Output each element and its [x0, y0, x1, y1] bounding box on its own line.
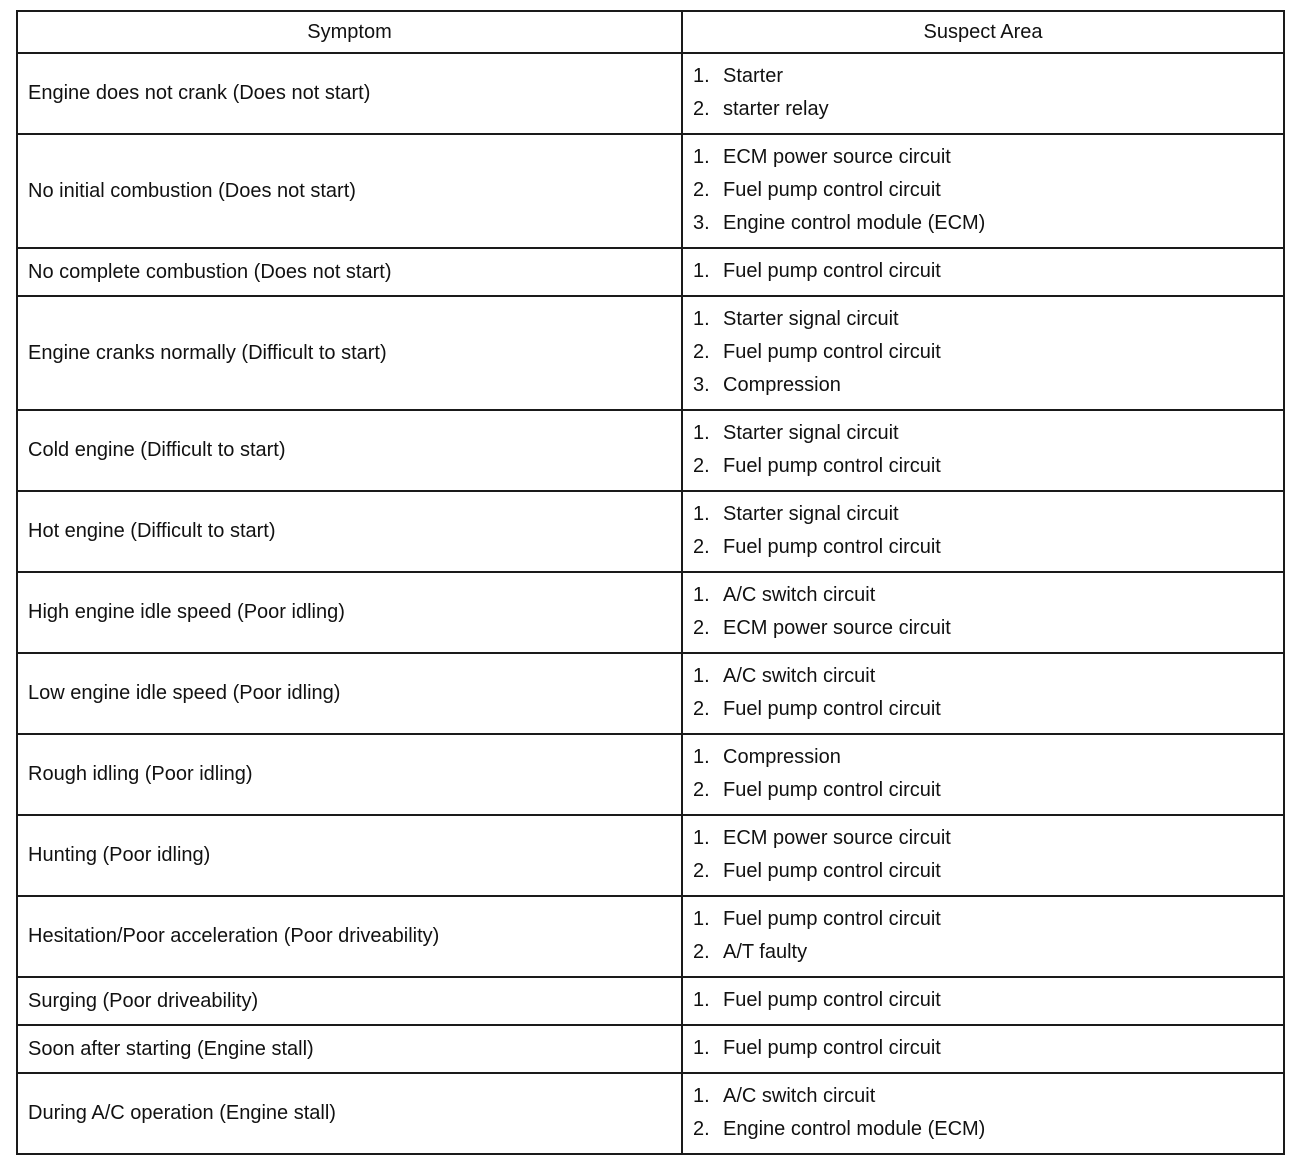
- suspect-area-item-text: Starter signal circuit: [723, 422, 899, 444]
- table-row: [17, 53, 1284, 134]
- suspect-area-item-number: 3.: [693, 374, 710, 396]
- suspect-area-item-text: Fuel pump control circuit: [723, 1037, 941, 1059]
- suspect-area-item: [693, 174, 1273, 207]
- table-row: [17, 248, 1284, 296]
- suspect-area-item-text: Starter signal circuit: [723, 308, 899, 330]
- symptom-cell: Hot engine (Difficult to start): [17, 491, 682, 572]
- suspect-area-item: [693, 498, 1273, 531]
- suspect-area-item: [693, 855, 1273, 888]
- suspect-area-item-text: ECM power source circuit: [723, 146, 951, 168]
- symptom-cell: Low engine idle speed (Poor idling): [17, 653, 682, 734]
- suspect-area-item-number: 1.: [693, 308, 710, 330]
- suspect-area-item: [693, 369, 1273, 402]
- suspect-area-item-text: Compression: [723, 374, 841, 396]
- suspect-area-cell: [682, 1025, 1284, 1073]
- suspect-area-item: [693, 141, 1273, 174]
- suspect-area-item-number: 1.: [693, 503, 710, 525]
- suspect-area-cell: [682, 734, 1284, 815]
- table-row: [17, 1073, 1284, 1154]
- suspect-area-item: [693, 774, 1273, 807]
- symptom-cell: Hunting (Poor idling): [17, 815, 682, 896]
- suspect-area-item: [693, 336, 1273, 369]
- suspect-area-item-number: 2.: [693, 860, 710, 882]
- suspect-area-item: [693, 93, 1273, 126]
- suspect-area-item-number: 1.: [693, 746, 710, 768]
- table-row: [17, 734, 1284, 815]
- suspect-area-cell: [682, 815, 1284, 896]
- suspect-area-item-number: 1.: [693, 422, 710, 444]
- suspect-area-item-number: 2.: [693, 179, 710, 201]
- suspect-area-item-text: A/C switch circuit: [723, 584, 876, 606]
- suspect-area-column-header: Suspect Area: [682, 11, 1284, 53]
- suspect-area-item: [693, 612, 1273, 645]
- suspect-area-item-text: starter relay: [723, 98, 829, 120]
- suspect-area-item-number: 2.: [693, 341, 710, 363]
- table-row: [17, 896, 1284, 977]
- symptom-cell: No initial combustion (Does not start): [17, 134, 682, 248]
- suspect-area-cell: [682, 653, 1284, 734]
- suspect-area-item-number: 2.: [693, 698, 710, 720]
- suspect-area-item-number: 1.: [693, 908, 710, 930]
- suspect-area-item-text: Fuel pump control circuit: [723, 908, 941, 930]
- suspect-area-item-number: 1.: [693, 584, 710, 606]
- symptom-cell: Cold engine (Difficult to start): [17, 410, 682, 491]
- symptom-cell: Rough idling (Poor idling): [17, 734, 682, 815]
- table-row: [17, 410, 1284, 491]
- table-row: [17, 296, 1284, 410]
- suspect-area-item-text: A/C switch circuit: [723, 665, 876, 687]
- suspect-area-item: [693, 822, 1273, 855]
- suspect-area-item-number: 2.: [693, 617, 710, 639]
- suspect-area-cell: [682, 1073, 1284, 1154]
- suspect-area-item-text: Fuel pump control circuit: [723, 989, 941, 1011]
- table-row: [17, 572, 1284, 653]
- suspect-area-item-text: Starter signal circuit: [723, 503, 899, 525]
- suspect-area-item-text: Fuel pump control circuit: [723, 779, 941, 801]
- suspect-area-item-text: Engine control module (ECM): [723, 212, 986, 234]
- suspect-area-item: [693, 741, 1273, 774]
- suspect-area-item-text: Fuel pump control circuit: [723, 179, 941, 201]
- suspect-area-cell: [682, 977, 1284, 1025]
- suspect-area-item-number: 1.: [693, 1085, 710, 1107]
- suspect-area-item-text: Starter: [723, 65, 784, 87]
- suspect-area-item-number: 1.: [693, 827, 710, 849]
- symptom-cell: Hesitation/Poor acceleration (Poor driveability): [17, 896, 682, 977]
- troubleshooting-sheet: [16, 10, 1283, 1155]
- suspect-area-cell: [682, 296, 1284, 410]
- table-row: [17, 977, 1284, 1025]
- suspect-area-item-number: 2.: [693, 1118, 710, 1140]
- symptom-cell: Engine cranks normally (Difficult to start): [17, 296, 682, 410]
- suspect-area-item-number: 2.: [693, 98, 710, 120]
- suspect-area-item: [693, 936, 1273, 969]
- suspect-area-item: [693, 60, 1273, 93]
- suspect-area-item: [693, 1032, 1273, 1065]
- symptom-table: [16, 10, 1285, 1155]
- suspect-area-item: [693, 207, 1273, 240]
- suspect-area-item: [693, 660, 1273, 693]
- suspect-area-item-text: Fuel pump control circuit: [723, 260, 941, 282]
- symptom-cell: Soon after starting (Engine stall): [17, 1025, 682, 1073]
- suspect-area-cell: [682, 491, 1284, 572]
- suspect-area-item: [693, 417, 1273, 450]
- suspect-area-item: [693, 693, 1273, 726]
- suspect-area-item: [693, 903, 1273, 936]
- table-row: [17, 815, 1284, 896]
- suspect-area-item-number: 1.: [693, 260, 710, 282]
- table-row: [17, 1025, 1284, 1073]
- suspect-area-item: [693, 255, 1273, 288]
- suspect-area-cell: [682, 248, 1284, 296]
- suspect-area-item-number: 2.: [693, 941, 710, 963]
- suspect-area-item-text: ECM power source circuit: [723, 827, 951, 849]
- symptom-cell: During A/C operation (Engine stall): [17, 1073, 682, 1154]
- header-row: [17, 11, 1284, 53]
- suspect-area-item-number: 2.: [693, 536, 710, 558]
- suspect-area-item-number: 1.: [693, 665, 710, 687]
- suspect-area-item-number: 1.: [693, 1037, 710, 1059]
- suspect-area-item-text: Engine control module (ECM): [723, 1118, 986, 1140]
- table-row: [17, 491, 1284, 572]
- suspect-area-item-text: A/C switch circuit: [723, 1085, 876, 1107]
- suspect-area-item-number: 2.: [693, 779, 710, 801]
- suspect-area-cell: [682, 134, 1284, 248]
- suspect-area-cell: [682, 53, 1284, 134]
- symptom-cell: No complete combustion (Does not start): [17, 248, 682, 296]
- suspect-area-item-number: 1.: [693, 65, 710, 87]
- suspect-area-item-text: Compression: [723, 746, 841, 768]
- suspect-area-cell: [682, 572, 1284, 653]
- suspect-area-item: [693, 1080, 1273, 1113]
- suspect-area-item: [693, 1113, 1273, 1146]
- suspect-area-item-text: A/T faulty: [723, 941, 808, 963]
- symptom-cell: Engine does not crank (Does not start): [17, 53, 682, 134]
- suspect-area-item-text: Fuel pump control circuit: [723, 536, 941, 558]
- table-body: [17, 53, 1284, 1154]
- suspect-area-item-text: Fuel pump control circuit: [723, 698, 941, 720]
- suspect-area-item-text: Fuel pump control circuit: [723, 455, 941, 477]
- symptom-column-header: Symptom: [17, 11, 682, 53]
- suspect-area-item: [693, 303, 1273, 336]
- suspect-area-item: [693, 450, 1273, 483]
- suspect-area-item-text: Fuel pump control circuit: [723, 860, 941, 882]
- symptom-cell: Surging (Poor driveability): [17, 977, 682, 1025]
- symptom-cell: High engine idle speed (Poor idling): [17, 572, 682, 653]
- suspect-area-item: [693, 579, 1273, 612]
- table-row: [17, 134, 1284, 248]
- suspect-area-item: [693, 984, 1273, 1017]
- suspect-area-cell: [682, 896, 1284, 977]
- suspect-area-cell: [682, 410, 1284, 491]
- suspect-area-item-text: Fuel pump control circuit: [723, 341, 941, 363]
- suspect-area-item-number: 3.: [693, 212, 710, 234]
- suspect-area-item: [693, 531, 1273, 564]
- suspect-area-item-number: 2.: [693, 455, 710, 477]
- suspect-area-item-number: 1.: [693, 989, 710, 1011]
- suspect-area-item-number: 1.: [693, 146, 710, 168]
- table-row: [17, 653, 1284, 734]
- suspect-area-item-text: ECM power source circuit: [723, 617, 951, 639]
